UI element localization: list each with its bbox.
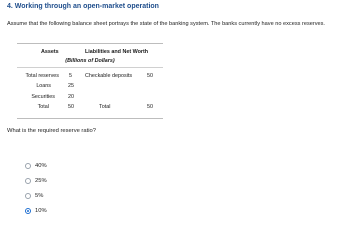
asset-value-loans: 25	[68, 83, 74, 89]
option-40-percent[interactable]	[25, 161, 47, 170]
option-label: 25%	[35, 177, 47, 184]
question-prompt: What is the required reserve ratio?	[7, 128, 96, 134]
option-label: 5%	[35, 192, 44, 199]
liabilities-header: Liabilities and Net Worth	[85, 49, 149, 55]
asset-label-securities: Securities	[31, 94, 55, 100]
option-5-percent[interactable]	[25, 191, 43, 200]
asset-label-loans: Loans	[36, 83, 51, 89]
liability-label-total: Total	[99, 104, 111, 110]
radio-icon[interactable]	[25, 163, 31, 169]
units-label: (Billions of Dollars)	[65, 58, 115, 64]
asset-value-total: 50	[68, 104, 74, 110]
question-heading: 4. Working through an open-market operation	[7, 3, 159, 10]
liability-label-deposits: Checkable deposits	[85, 73, 133, 79]
assets-header: Assets	[41, 49, 59, 55]
asset-label-total: Total	[37, 104, 49, 110]
radio-icon[interactable]	[25, 193, 31, 199]
asset-label-reserves: Total reserves	[25, 73, 59, 79]
radio-icon[interactable]	[25, 178, 31, 184]
option-10-percent[interactable]	[25, 206, 47, 215]
option-25-percent[interactable]	[25, 176, 47, 185]
option-label: 10%	[35, 207, 47, 214]
option-label: 40%	[35, 162, 47, 169]
liability-value-total: 50	[147, 104, 153, 110]
header-divider	[17, 67, 163, 68]
asset-value-securities: 20	[68, 94, 74, 100]
balance-sheet-table	[17, 43, 163, 119]
liability-value-deposits: 50	[147, 73, 153, 79]
radio-selected-icon[interactable]	[25, 208, 31, 214]
question-intro: Assume that the following balance sheet portrays the state of the banking system. The banks currently have no excess reserves.	[7, 21, 325, 27]
asset-value-reserves: 5	[69, 73, 72, 79]
